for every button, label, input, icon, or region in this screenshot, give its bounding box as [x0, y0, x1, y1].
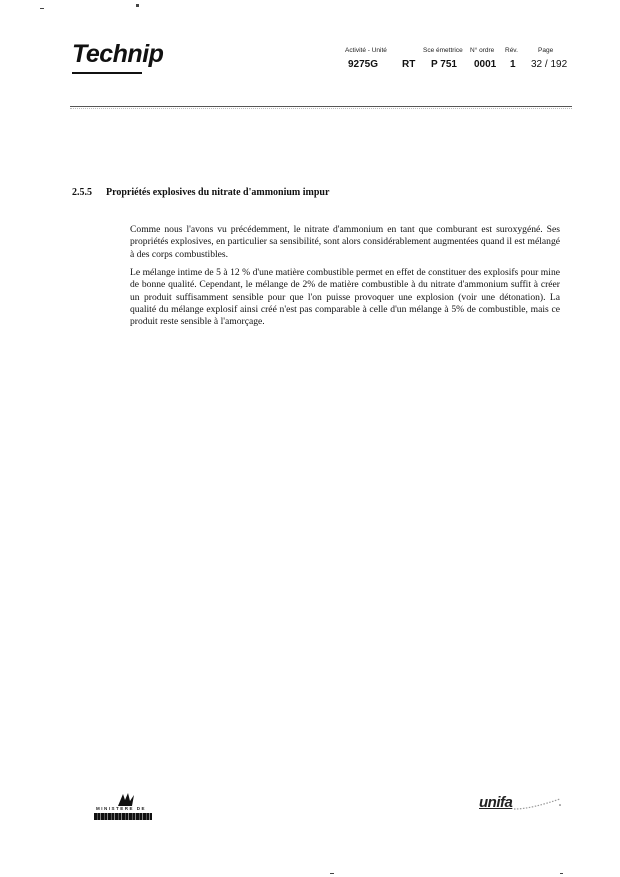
header-divider: [70, 106, 572, 107]
scan-speck: [40, 8, 44, 9]
header-label-ordre: N° ordre: [470, 47, 495, 54]
technip-logo: Technip: [72, 40, 164, 68]
header-label-service: Sce émettrice: [423, 47, 463, 54]
header-value-ordre: 0001: [474, 59, 497, 70]
logo-underline: [72, 72, 142, 74]
header-value-service: P 751: [431, 59, 457, 70]
header-value-page: 32 / 192: [531, 59, 568, 70]
scan-speck: [330, 873, 334, 874]
header-value-rt: RT: [402, 59, 416, 70]
section-title: Propriétés explosives du nitrate d'ammonium impur: [106, 187, 330, 198]
paragraph-1: Comme nous l'avons vu précédemment, le nitrate d'ammonium en tant que comburant est suroxygéné. Ses propriétés explosives, en particulier sa sensibilité, sont alors considérablement augmentées quand il est mélangé à des corps combustibles.: [130, 224, 560, 260]
scan-speck: [560, 873, 563, 874]
ministry-label: MINISTERE DE: [96, 806, 147, 811]
header-label-rev: Rév.: [505, 47, 518, 54]
header-divider-secondary: [70, 108, 572, 109]
unifa-logo: unifa: [479, 794, 513, 811]
header-value-activite: 9275G: [348, 59, 379, 70]
header-label-page: Page: [538, 47, 554, 54]
header-value-rev: 1: [510, 59, 516, 70]
header-label-activite: Activité - Unité: [345, 47, 387, 54]
section-number: 2.5.5: [72, 187, 92, 198]
ministry-band: [94, 813, 152, 820]
unifa-swoosh-icon: [512, 797, 562, 813]
section-heading: [72, 187, 329, 198]
paragraph-2: Le mélange intime de 5 à 12 % d'une matière combustible permet en effet de constituer des explosifs pour mine de bonne qualité. Cependant, le mélange de 2% de matière combustible à du nitrate d'ammonium suffit à créer un produit suffisamment sensible pour que l'on puisse provoquer une explosion (voir une détonation). La qualité du mélange explosif ainsi créé n'est pas comparable à celle d'un mélange à 5% de combustible, mais ce produit reste sensible à l'amorçage.: [130, 267, 560, 328]
scan-speck: [136, 4, 139, 7]
